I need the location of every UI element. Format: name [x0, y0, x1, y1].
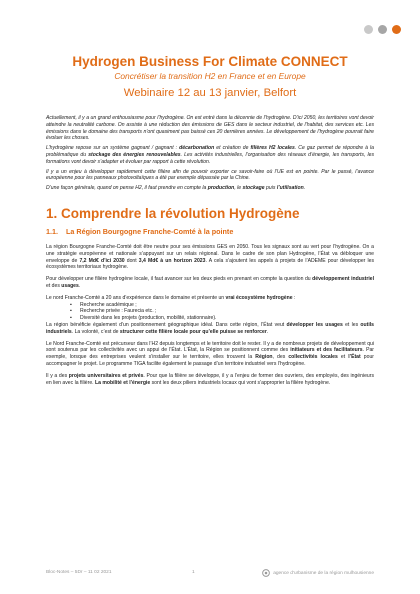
body-paragraph-4: La région bénéficie également d’un positionnement géographique idéal. Dans cette région, l’État veut développer les usages et les outils industriels. La volonté, c’est de structurer cette filière locale pour qu’elle puisse se renforcer. [46, 321, 374, 335]
dot-mid [378, 25, 387, 34]
intro-paragraph-1: Actuellement, il y a un grand enthousiasme pour l’hydrogène. On est entré dans la décennie de l’hydrogène. D’ici 2050, les territoires vont devoir atteindre la neutralité carbone. On assiste à une réduction des émissions de GES dans le secteur industriel, de l’habitat, des services etc. Les émissions dans le domaine des transports n’ont quasiment pas baissé ces 20 dernières années. Le développement de l’hydrogène pourrait faire évoluer les choses. [46, 115, 374, 142]
dot-accent [392, 25, 401, 34]
subsection-heading: 1.1. La Région Bourgogne Franche-Comté à la pointe [46, 226, 234, 236]
body-paragraph-1: La région Bourgogne Franche-Comté doit être neutre pour ses émissions GES en 2050. Tous les signaux sont au vert pour l’hydrogène. On a une stratégie européenne et nationale s’appuyant sur un relais régional. Dans le cadre de son plan Hydrogène, l’État va débloquer une enveloppe de 7,2 Md€ d’ici 2030 dont 3,4 Md€ à un horizon 2023. A cela s’ajoutent les appels à projets de l’ADEME pour développer les écosystèmes territoriaux hydrogène. [46, 243, 374, 271]
agency-name: agence d’urbanisme de la région mulhousienne [273, 570, 374, 576]
intro-paragraph-2: L’hydrogène repose sur un système gagnant / gagnant : décarbonation et création de filières H2 locales. Ce gaz permet de répondre à la problématique du stockage des énergies renouvelables. Les activités industrielles, l’organisation des réseaux d’énergie, les transports, les formations vont devoir s’adapter et évoluer par rapport à cette révolution. [46, 145, 374, 165]
list-item: ▪ Recherche privée : Faurecia etc. ; [80, 308, 374, 315]
page-footer [46, 568, 374, 578]
footer-reference: Bloc-Notes – 5Dr – 11 02 2021 [46, 570, 112, 575]
intro-paragraph-4: D’une façon générale, quand on pense H2, il faut prendre en compte la production, le stockage puis l’utilisation. [46, 185, 306, 192]
body-paragraph-3: Le nord Franche-Comté a 20 ans d’expérience dans le domaine et présente un vrai écosystème hydrogène : [46, 294, 296, 301]
dot-light [364, 25, 373, 34]
section-heading: 1. Comprendre la révolution Hydrogène [46, 205, 300, 221]
header-dots [364, 25, 401, 34]
document-subtitle: Concrétiser la transition H2 en France et en Europe [114, 71, 306, 81]
document-page [46, 46, 374, 391]
body-paragraph-6: Il y a des projets universitaires et privés. Pour que la filière se développe, il y a l’enjeu de former des ouvriers, des employés, des ingénieurs en lien avec la filière. La mobilité et l’énergie sont les deux piliers industriels locaux qui vont s’approprier la filière hydrogène. [46, 372, 374, 386]
document-title: Hydrogen Business For Climate CONNECT [72, 54, 348, 69]
body-paragraph-2: Pour développer une filière hydrogène locale, il faut avancer sur les deux pieds en prenant en compte la question du développement industriel et des usages. [46, 276, 375, 289]
agency-credit [262, 569, 374, 577]
intro-paragraph-3: Il y a un enjeu à développer rapidement cette filière afin de pouvoir exporter ce savoir-faire où l’UE est en pointe. Par le passé, l’avance européenne pour les panneaux photovoltaïques a été par exemple dépassée par la Chine. [46, 168, 374, 182]
agency-logo-icon [262, 569, 270, 577]
page-number: 1 [192, 570, 195, 575]
body-paragraph-5: Le Nord Franche-Comté est précurseur dans l’H2 depuis longtemps et le territoire doit le rester. Il y a de nombreux projets de développement qui sont soutenus par les collectivités avec un appui de l’État. L’État, la Région se positionnent comme des initiateurs et des facilitateurs. Par exemple, lorsque des entreprises veulent s’installer sur le territoire, elles trouvent la Région, des collectivités locales et l’État pour accompagner le projet. Le programme TIGA facilite également le passage d’un territoire industriel vers l’hydrogène. [46, 340, 374, 367]
webinar-date: Webinaire 12 au 13 janvier, Belfort [123, 87, 297, 99]
list-item: ▪ Recherche académique ; [80, 302, 374, 309]
bullet-list [46, 302, 374, 322]
list-item: ▪ Diversité dans les projets (production, mobilité, stationnaire). [80, 315, 374, 322]
